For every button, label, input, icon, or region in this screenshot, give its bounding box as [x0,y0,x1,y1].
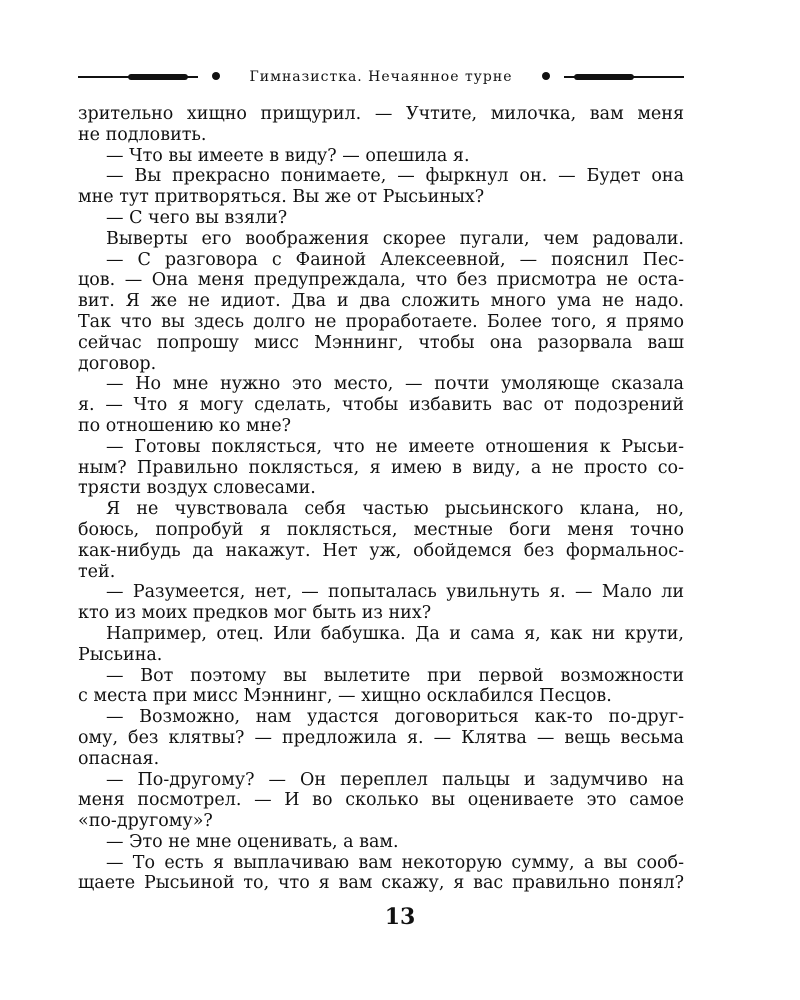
text-line: — С чего вы взяли? [106,207,288,228]
text-line: — Возможно, нам удастся договориться как-то по-друг- [106,707,684,728]
text-line: — По-другому? — Он переплел пальцы и задумчиво на [106,769,684,790]
text-line: не подловить. [78,124,207,145]
text-line: — Но мне нужно это место, — почти умоляюще сказала [106,374,684,395]
text-line: — То есть я выплачиваю вам некоторую сумму, а вы сооб- [106,852,684,873]
header-rule-left [78,76,198,78]
text-line: меня посмотрел. — И во сколько вы оцениваете это самое [78,790,684,811]
text-line: Я не чувствовала себя частью рысьинского клана, но, [106,499,684,520]
text-line: — Готовы поклясться, что не имеете отношения к Рысьи- [106,436,684,457]
text-line: Так что вы здесь долго не проработаете. Более того, я прямо [78,311,684,332]
text-line: — Что вы имеете в виду? — опешила я. [106,145,470,166]
text-line: вит. Я же не идиот. Два и два сложить много ума не надо. [78,291,684,312]
text-line: Выверты его воображения скорее пугали, чем радовали. [106,228,684,249]
text-line: цов. — Она меня предупреждала, что без присмотра не оста- [78,270,684,291]
text-line: ому, без клятвы? — предложила я. — Клятва — вещь весьма [78,727,684,748]
text-line: договор. [78,353,157,374]
text-line: по отношению ко мне? [78,415,291,436]
text-line: я. — Что я могу сделать, чтобы избавить вас от подозрений [78,395,684,416]
running-header-title: Гимназистка. Нечаянное турне [249,69,513,85]
text-line: — Это не мне оценивать, а вам. [106,831,399,852]
page-number: 13 [384,904,416,930]
text-line: трясти воздух словесами. [78,478,316,499]
header-dot-right [542,72,550,80]
text-line: ным? Правильно поклясться, я имею в виду, а не просто со- [78,457,684,478]
header-rule-right [564,76,684,78]
header-dot-left [212,72,220,80]
text-line: щаете Рысьиной то, что я вам скажу, я вас правильно понял? [78,873,684,894]
text-line: Например, отец. Или бабушка. Да и сама я, как ни крути, [106,623,684,644]
text-line: — Вы прекрасно понимаете, — фыркнул он. — Будет она [106,166,684,187]
text-line: — С разговора с Фаиной Алексеевной, — пояснил Пес- [106,249,684,270]
text-line: как-нибудь да накажут. Нет уж, обойдемся без формальнос- [78,540,684,561]
text-line: — Разумеется, нет, — попыталась увильнуть я. — Мало ли [106,582,684,603]
text-line: тей. [78,561,116,582]
text-line: сейчас попрошу мисс Мэннинг, чтобы она разорвала ваш [78,332,684,353]
running-header [78,64,684,90]
text-line: опасная. [78,748,160,769]
text-line: кто из моих предков мог быть из них? [78,603,432,624]
text-line: зрительно хищно прищурил. — Учтите, милочка, вам меня [78,104,684,124]
text-line: «по-другому»? [78,811,213,832]
body-text [78,104,684,894]
text-line: боюсь, попробуй я поклясться, местные боги меня точно [78,519,684,540]
text-line: мне тут притворяться. Вы же от Рысьиных? [78,187,485,208]
text-line: Рысьина. [78,644,163,665]
text-line: с места при мисс Мэннинг, — хищно осклабился Песцов. [78,686,612,707]
text-line: — Вот поэтому вы вылетите при первой возможности [106,665,684,686]
